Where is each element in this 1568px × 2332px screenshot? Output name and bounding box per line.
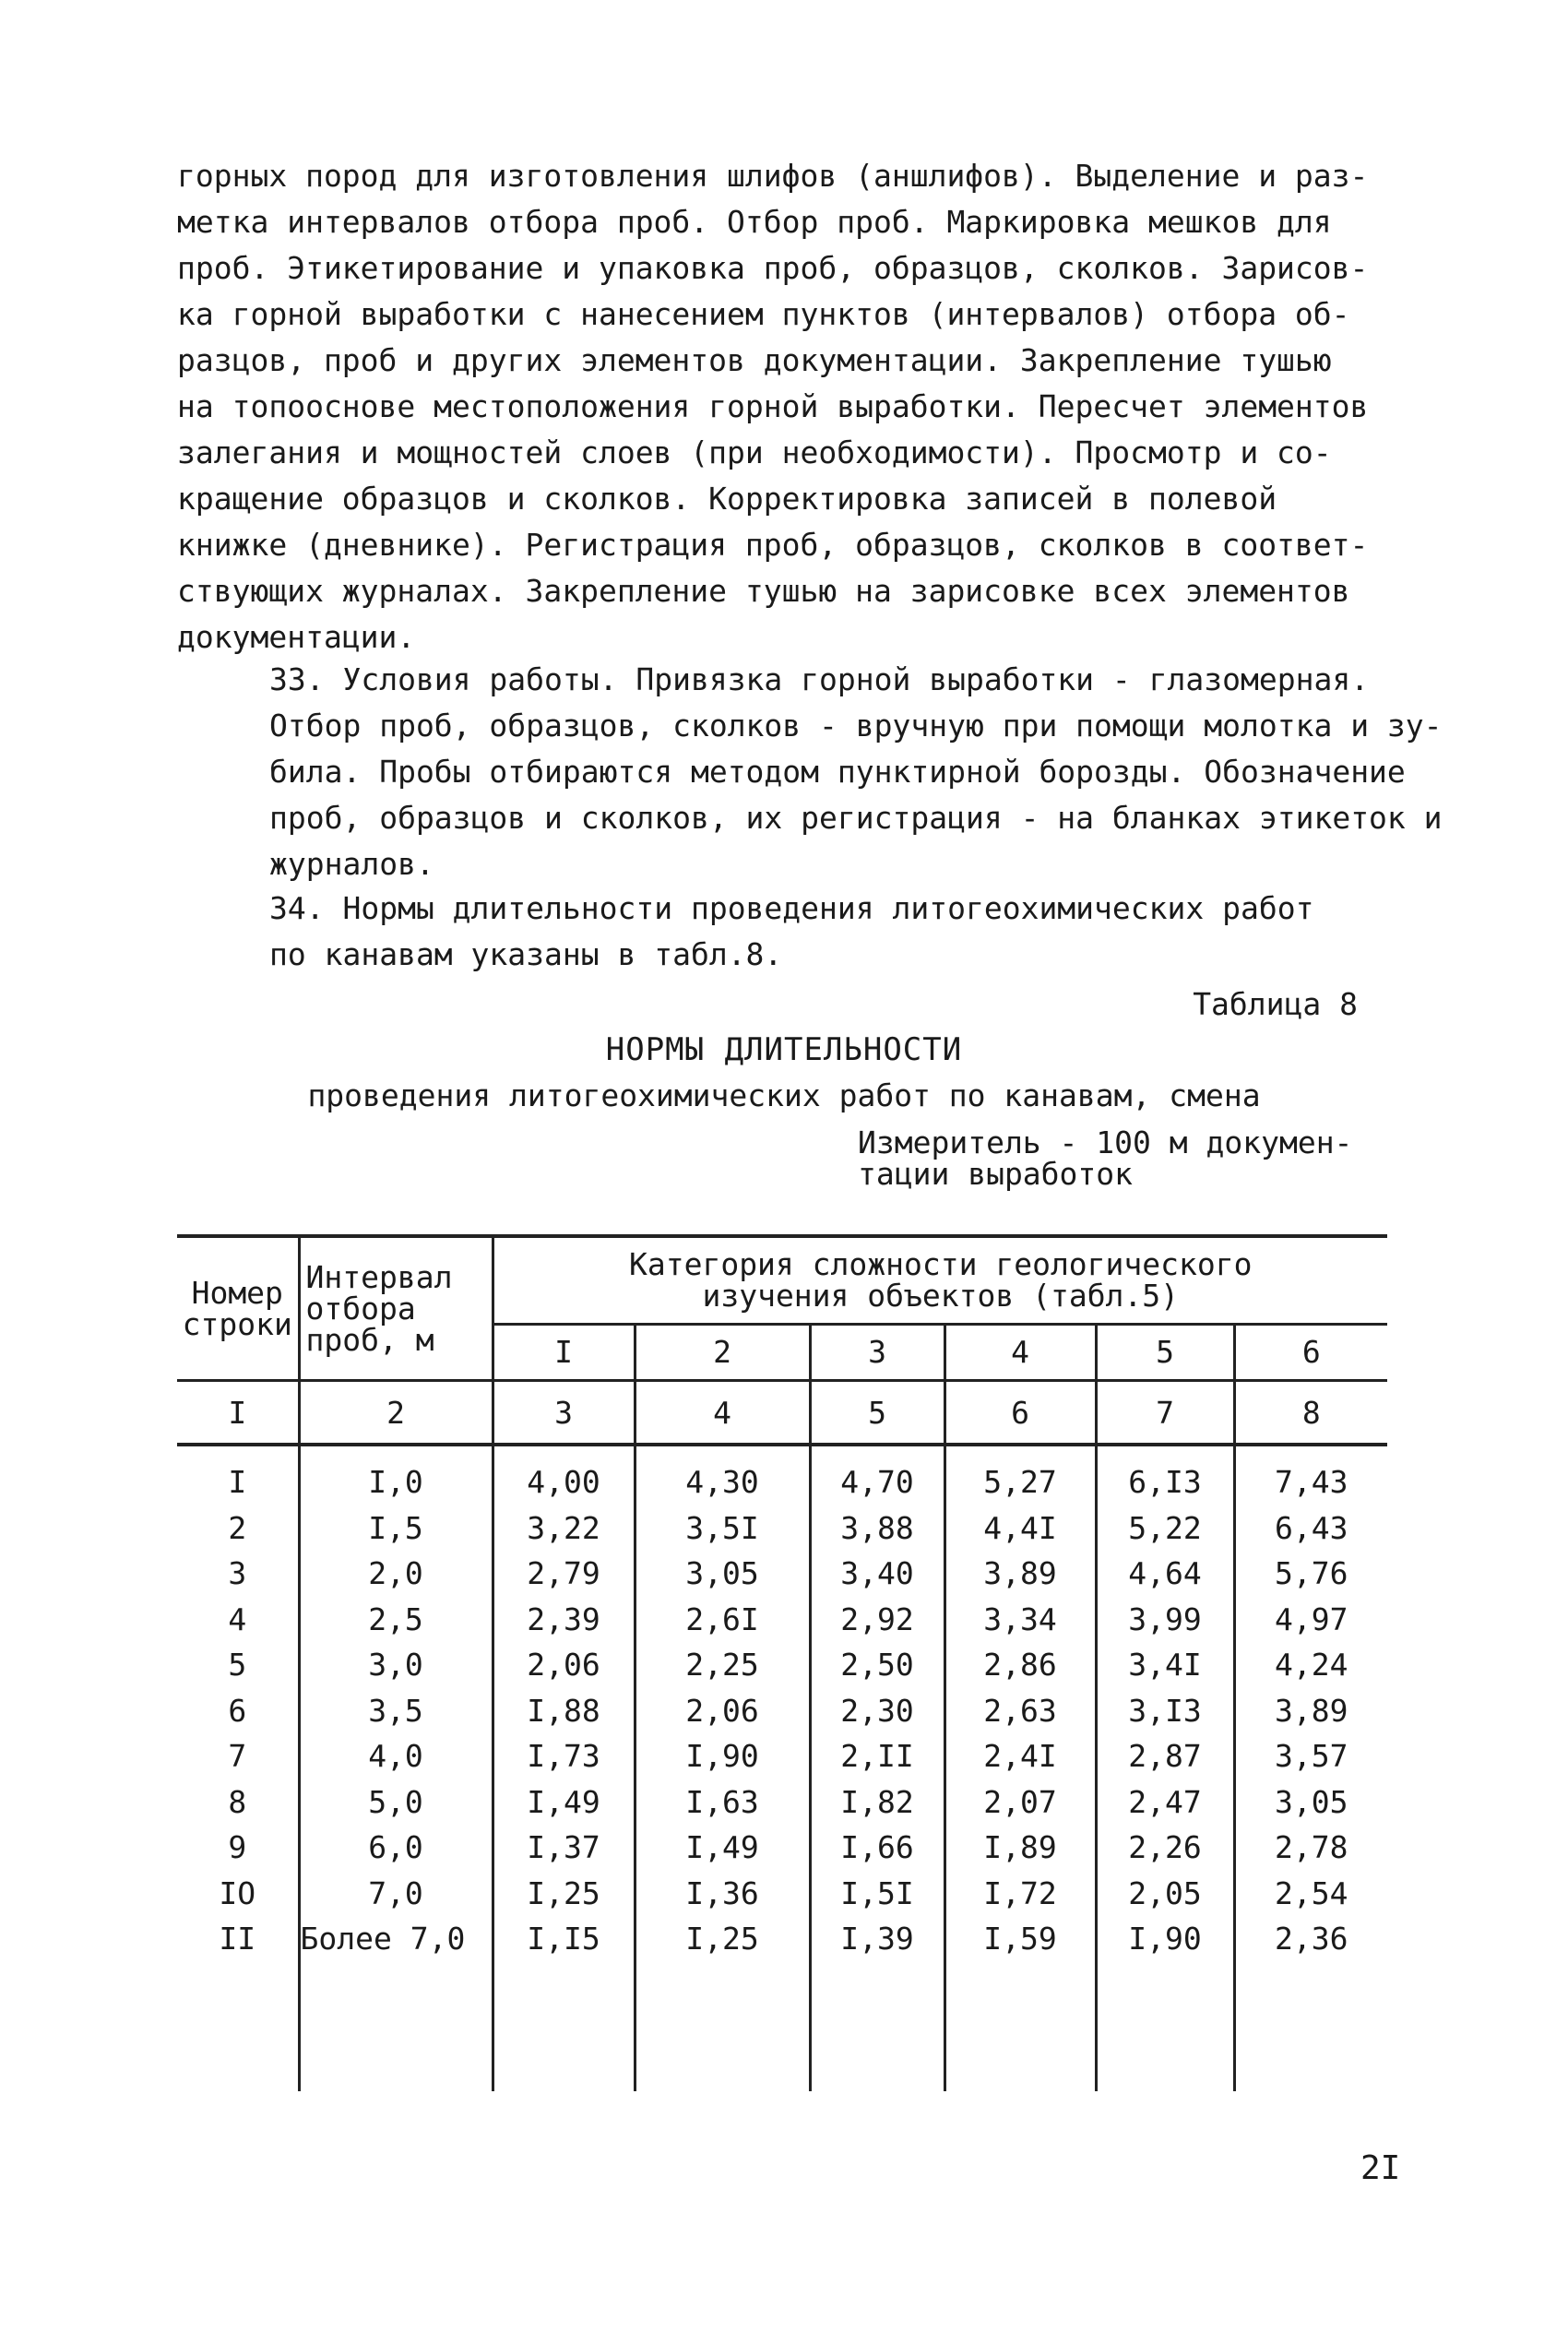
table-cell: 4,97 xyxy=(1234,1597,1387,1643)
column-number-cell: I xyxy=(177,1381,299,1446)
table-cell: I,25 xyxy=(493,1871,635,1917)
table-cell: 2,5 xyxy=(299,1597,493,1643)
header-category-cell: 6 xyxy=(1234,1325,1387,1381)
paragraph-work-conditions xyxy=(177,657,1443,887)
table-row xyxy=(177,1871,1387,1917)
paragraph-work-content xyxy=(177,153,1422,660)
table-cell: 4,00 xyxy=(493,1445,635,1505)
table-cell: I,82 xyxy=(810,1779,944,1826)
table-cell: 3,05 xyxy=(635,1551,810,1597)
table-cell: 3,I3 xyxy=(1096,1688,1234,1734)
table-cell: 4,64 xyxy=(1096,1551,1234,1597)
text-line: 34. Нормы длительности проведения литогеохимических работ xyxy=(269,890,1314,926)
table-cell: I,59 xyxy=(944,1916,1096,1962)
text-line: горных пород для изготовления шлифов (аншлифов). Выделение и раз- xyxy=(177,158,1369,194)
table-cell: 2,II xyxy=(810,1733,944,1779)
table-cell: 2,79 xyxy=(493,1551,635,1597)
table-cell: I xyxy=(228,1464,247,1500)
table-cell: I,49 xyxy=(493,1779,635,1826)
table-cell: 7 xyxy=(228,1738,247,1774)
table-cell: I,88 xyxy=(493,1688,635,1734)
unit-note-line: Измеритель - 100 м докумен- xyxy=(858,1124,1353,1160)
header-category-cell: 4 xyxy=(944,1325,1096,1381)
table-cell: 3,22 xyxy=(493,1505,635,1552)
text-line: била. Пробы отбираются методом пунктирной борозды. Обозначение xyxy=(269,754,1406,790)
table-cell: 3,05 xyxy=(1234,1779,1387,1826)
table-cell: 2 xyxy=(228,1509,247,1546)
table-cell: 3 xyxy=(228,1555,247,1591)
table-cell: I,0 xyxy=(299,1445,493,1505)
table-cell: 6,I3 xyxy=(1096,1445,1234,1505)
text-line: 33. Условия работы. Привязка горной выработки - глазомерная. xyxy=(269,661,1370,697)
table-cell: 4,30 xyxy=(635,1445,810,1505)
header-category-cell: I xyxy=(493,1325,635,1381)
table-row xyxy=(177,1916,1387,1962)
page-number: 2I xyxy=(1360,2149,1401,2187)
table-cell: I,5I xyxy=(810,1871,944,1917)
table-cell: 2,92 xyxy=(810,1597,944,1643)
table-cell: 4 xyxy=(228,1600,247,1637)
table-cell: 2,06 xyxy=(493,1642,635,1688)
text-line: документации. xyxy=(177,619,416,655)
text-line: кращение образцов и сколков. Корректировка записей в полевой xyxy=(177,481,1277,517)
table-cell: 2,50 xyxy=(810,1642,944,1688)
table-cell: 5,0 xyxy=(299,1779,493,1826)
table-cell: 2,07 xyxy=(944,1779,1096,1826)
table-cell: 6 xyxy=(228,1692,247,1729)
column-number-cell: 6 xyxy=(944,1381,1096,1446)
table-cell: I,89 xyxy=(944,1825,1096,1871)
header-row-number: Номер строки xyxy=(177,1236,299,1381)
table-cell: 7,0 xyxy=(299,1871,493,1917)
unit-note xyxy=(858,1124,1411,1192)
table-cell: 3,99 xyxy=(1096,1597,1234,1643)
column-number-cell: 7 xyxy=(1096,1381,1234,1446)
table-cell: 5,22 xyxy=(1096,1505,1234,1552)
table-cell: 2,54 xyxy=(1234,1871,1387,1917)
table-cell: I,63 xyxy=(635,1779,810,1826)
table-cell: I,90 xyxy=(1096,1916,1234,1962)
table-empty-space xyxy=(177,1962,1387,2091)
text-line: ка горной выработки с нанесением пунктов (интервалов) отбора об- xyxy=(177,296,1350,332)
table-cell: 2,78 xyxy=(1234,1825,1387,1871)
table-row xyxy=(177,1597,1387,1643)
table-cell: 5,27 xyxy=(944,1445,1096,1505)
table-cell: 4,4I xyxy=(944,1505,1096,1552)
text-line: на топооснове местоположения горной выработки. Пересчет элементов xyxy=(177,388,1369,424)
table-cell: 4,24 xyxy=(1234,1642,1387,1688)
table-cell: 2,36 xyxy=(1234,1916,1387,1962)
table-cell: I,49 xyxy=(635,1825,810,1871)
table-cell: 3,5I xyxy=(635,1505,810,1552)
table-label: Таблица 8 xyxy=(1193,986,1358,1022)
table-cell: 3,4I xyxy=(1096,1642,1234,1688)
header-category-cell: 2 xyxy=(635,1325,810,1381)
table-cell: I,73 xyxy=(493,1733,635,1779)
table-cell: 3,0 xyxy=(299,1642,493,1688)
text-line: книжке (дневнике). Регистрация проб, образцов, сколков в соответ- xyxy=(177,527,1369,563)
column-number-cell: 3 xyxy=(493,1381,635,1446)
table-row xyxy=(177,1779,1387,1826)
table-cell: 7,43 xyxy=(1234,1445,1387,1505)
table-cell: 2,4I xyxy=(944,1733,1096,1779)
table-body xyxy=(177,1445,1387,1962)
column-number-row xyxy=(177,1381,1387,1446)
table-cell: 2,87 xyxy=(1096,1733,1234,1779)
table-cell: I,72 xyxy=(944,1871,1096,1917)
table-cell: 3,89 xyxy=(1234,1688,1387,1734)
text-line: ствующих журналах. Закрепление тушью на зарисовке всех элементов xyxy=(177,573,1350,609)
table-row xyxy=(177,1445,1387,1505)
table-cell: 3,40 xyxy=(810,1551,944,1597)
table-cell: 2,26 xyxy=(1096,1825,1234,1871)
header-category: Категория сложности геологического изучения объектов (табл.5) xyxy=(493,1236,1387,1325)
table-cell: I,25 xyxy=(635,1916,810,1962)
table-cell: 2,63 xyxy=(944,1688,1096,1734)
text-line: метка интервалов отбора проб. Отбор проб. Маркировка мешков для xyxy=(177,204,1332,240)
table-cell: 6,43 xyxy=(1234,1505,1387,1552)
column-number-cell: 8 xyxy=(1234,1381,1387,1446)
table-cell: I,I5 xyxy=(493,1916,635,1962)
table-cell: 9 xyxy=(228,1829,247,1865)
table-cell: 3,89 xyxy=(944,1551,1096,1597)
text-line: залегания и мощностей слоев (при необходимости). Просмотр и со- xyxy=(177,434,1332,470)
table-cell: 2,05 xyxy=(1096,1871,1234,1917)
table-cell: I,5 xyxy=(299,1505,493,1552)
header-category-cell: 5 xyxy=(1096,1325,1234,1381)
header-category-cell: 3 xyxy=(810,1325,944,1381)
table-cell: I,37 xyxy=(493,1825,635,1871)
table-cell: II xyxy=(219,1921,256,1957)
paragraph-norms-reference xyxy=(177,886,1422,978)
text-line: проб. Этикетирование и упаковка проб, образцов, сколков. Зарисов- xyxy=(177,250,1369,286)
unit-note-line: тации выработок xyxy=(858,1156,1134,1192)
table-cell: I,66 xyxy=(810,1825,944,1871)
text-line: разцов, проб и других элементов документации. Закрепление тушью xyxy=(177,342,1332,378)
table-cell: 2,47 xyxy=(1096,1779,1234,1826)
norms-table xyxy=(177,1234,1387,2091)
table-cell: 3,34 xyxy=(944,1597,1096,1643)
table-cell: 6,0 xyxy=(299,1825,493,1871)
table-row xyxy=(177,1733,1387,1779)
table-subtitle: проведения литогеохимических работ по канавам, смена xyxy=(307,1077,1261,1113)
text-line: проб, образцов и сколков, их регистрация - на бланках этикеток и xyxy=(269,800,1443,836)
table-cell: 2,6I xyxy=(635,1597,810,1643)
table-cell: 2,39 xyxy=(493,1597,635,1643)
text-line: журналов. xyxy=(269,846,434,882)
table-cell: 2,0 xyxy=(299,1551,493,1597)
table-cell: 8 xyxy=(228,1783,247,1820)
table-cell: I,39 xyxy=(810,1916,944,1962)
table-cell: 3,5 xyxy=(299,1688,493,1734)
table-cell: 4,70 xyxy=(810,1445,944,1505)
table-row xyxy=(177,1688,1387,1734)
table-row xyxy=(177,1551,1387,1597)
table-cell: 3,57 xyxy=(1234,1733,1387,1779)
table-row xyxy=(177,1505,1387,1552)
table-cell: 5,76 xyxy=(1234,1551,1387,1597)
table-row xyxy=(177,1825,1387,1871)
table-cell: I,90 xyxy=(635,1733,810,1779)
table-cell: 3,88 xyxy=(810,1505,944,1552)
table-cell: IO xyxy=(219,1874,256,1911)
column-number-cell: 2 xyxy=(299,1381,493,1446)
column-number-cell: 4 xyxy=(635,1381,810,1446)
header-interval: Интервал отбора проб, м xyxy=(299,1236,493,1381)
table-cell: 4,0 xyxy=(299,1733,493,1779)
table-title: НОРМЫ ДЛИТЕЛЬНОСТИ xyxy=(605,1031,963,1068)
column-number-cell: 5 xyxy=(810,1381,944,1446)
table-cell: I,36 xyxy=(635,1871,810,1917)
table-cell: 2,06 xyxy=(635,1688,810,1734)
table-cell: 2,30 xyxy=(810,1688,944,1734)
table-cell: Более 7,0 xyxy=(299,1916,493,1962)
table-cell: 2,86 xyxy=(944,1642,1096,1688)
table-row xyxy=(177,1642,1387,1688)
table-cell: 5 xyxy=(228,1647,247,1683)
text-line: по канавам указаны в табл.8. xyxy=(269,936,783,972)
text-line: Отбор проб, образцов, сколков - вручную при помощи молотка и зу- xyxy=(269,708,1443,744)
table-cell: 2,25 xyxy=(635,1642,810,1688)
